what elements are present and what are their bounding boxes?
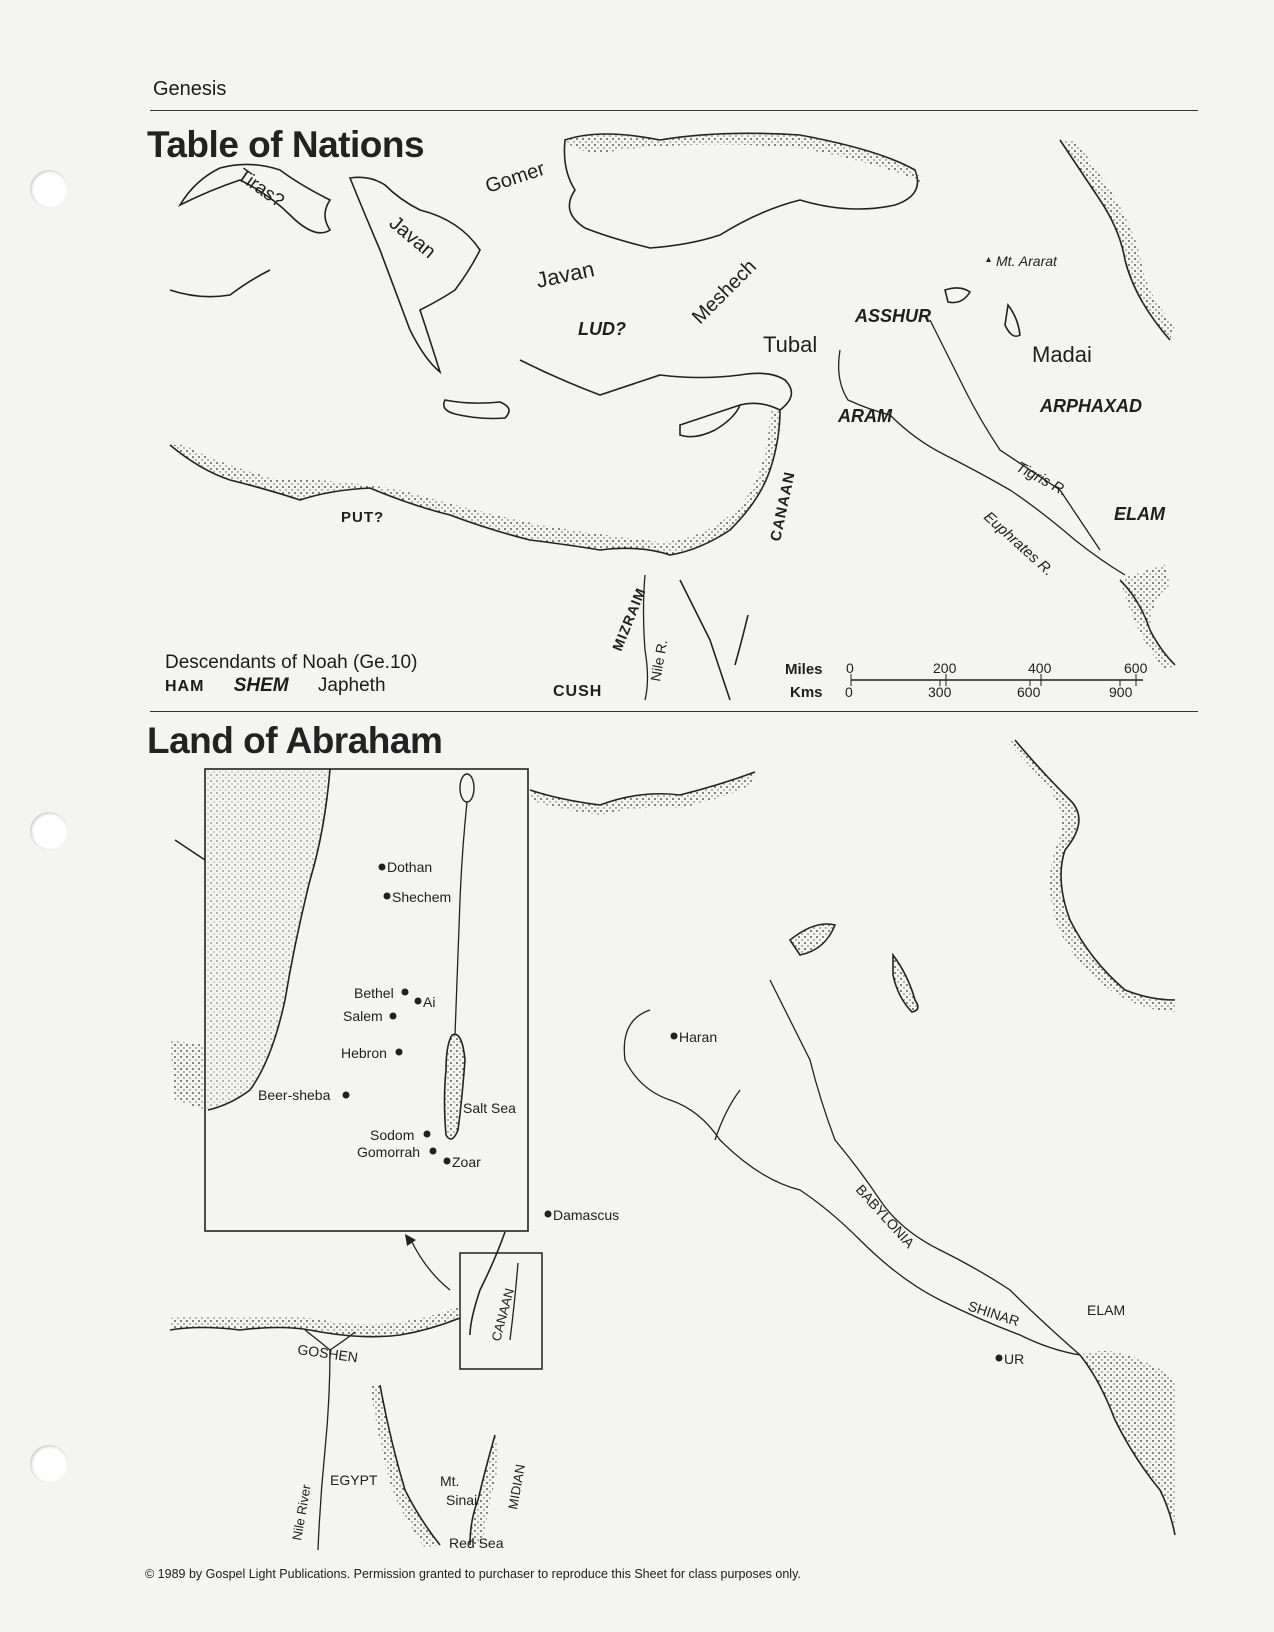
inset-salem: Salem [343,1008,383,1024]
land-of-abraham-title: Land of Abraham [147,720,443,761]
inset-hebron: Hebron [341,1045,387,1061]
inset-pointer-arrowhead [405,1234,416,1246]
label-egypt: EGYPT [330,1472,378,1488]
label-tubal: Tubal [763,332,818,357]
scale-km-900: 900 [1109,684,1133,700]
label-euphrates: Euphrates R. [980,508,1057,580]
label-tigris: Tigris R. [1013,458,1071,500]
label-cush: CUSH [553,683,603,700]
label-goshen: GOSHEN [296,1341,359,1366]
inset-dothan: Dothan [387,859,433,875]
scale-mile-600: 600 [1124,660,1148,676]
label-aram: ARAM [838,406,892,426]
label-arphaxad: ARPHAXAD [1040,396,1143,416]
abraham-tributary [715,1090,740,1140]
inset-gomorrah: Gomorrah [357,1144,421,1160]
scale-mile-400: 400 [1028,660,1052,676]
scale-kms-label: Kms [790,684,823,701]
scale-km-300: 300 [928,684,952,700]
label-midian: MIDIAN [505,1463,528,1511]
label-sinai: Sinai [446,1492,478,1508]
label-javan-east: Javan [533,256,597,293]
label-mt: Mt. [440,1473,460,1489]
abraham-tigris [770,980,1080,1355]
scale-mile-0: 0 [846,660,854,676]
map-dots [545,1033,1003,1362]
inset-zoar: Zoar [452,1154,481,1170]
label-elam: ELAM [1114,504,1165,524]
label-mizraim: MIZRAIM [608,585,649,654]
label-meshech: Meshech [687,255,761,329]
scale-miles-label: Miles [785,661,823,678]
label-elam-abraham: ELAM [1087,1302,1126,1318]
inset-ai: Ai [423,994,436,1010]
label-put: PUT? [341,509,385,526]
copyright-notice: © 1989 by Gospel Light Publications. Permission granted to purchaser to reproduce this Sheet for class purposes only. [145,1567,801,1581]
legend-ham: HAM [165,678,205,695]
scale-km-600: 600 [1017,684,1041,700]
inset-pointer-arrow [410,1238,450,1290]
table-of-nations-title: Table of Nations [147,124,425,165]
label-ur: UR [1004,1351,1025,1367]
label-lud: LUD? [578,319,626,339]
label-nile: Nile R. [647,638,671,683]
label-madai: Madai [1032,342,1092,367]
label-haran: Haran [679,1029,718,1045]
abraham-west-coast [175,840,205,860]
label-asshur: ASSHUR [855,306,932,326]
label-canaan-abraham: CANAAN [488,1286,517,1343]
inset-sodom: Sodom [370,1127,415,1143]
label-canaan: CANAAN [767,469,799,543]
scale-mile-200: 200 [933,660,957,676]
inset-shechem: Shechem [392,889,452,905]
label-mt-ararat: Mt. Ararat [996,253,1057,269]
label-damascus: Damascus [553,1207,620,1223]
book-label: Genesis [153,78,227,100]
inset-salt-sea-label: Salt Sea [463,1100,516,1116]
legend-title: Descendants of Noah (Ge.10) [165,652,418,673]
label-tiras: Tiras? [233,164,288,212]
label-shinar: SHINAR [966,1297,1022,1330]
label-javan-west: Javan [384,211,440,264]
legend-shem: SHEM [233,675,289,696]
abraham-nile [318,1350,330,1550]
inset-beersheba: Beer-sheba [258,1087,331,1103]
label-nile-river: Nile River [289,1483,314,1542]
label-gomer: Gomer [482,157,548,198]
abraham-euphrates [624,1010,1080,1355]
scale-km-0: 0 [845,684,853,700]
label-red-sea: Red Sea [449,1535,504,1551]
label-babylonia: BABYLONIA [852,1181,918,1251]
legend-japheth: Japheth [317,675,386,696]
inset-bethel: Bethel [354,985,394,1001]
